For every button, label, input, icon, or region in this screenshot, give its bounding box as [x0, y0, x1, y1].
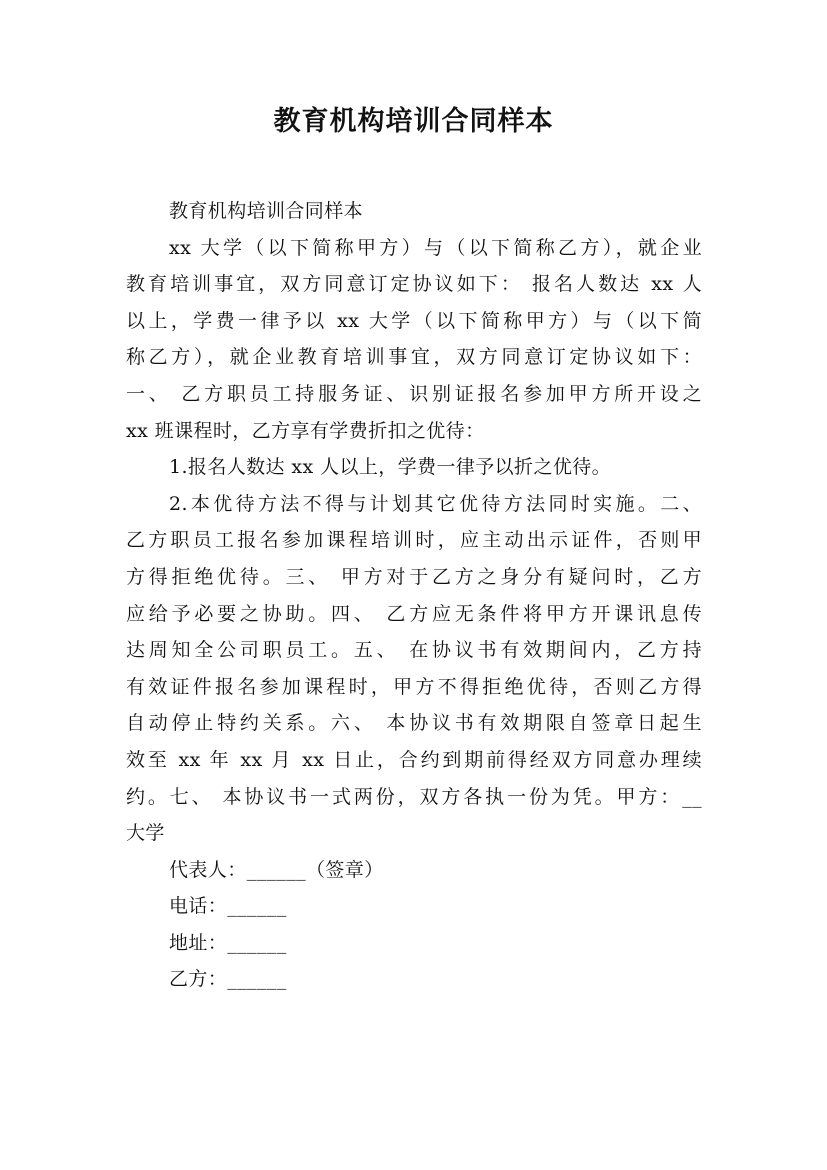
body-line: xx 大学（以下简称甲方）与（以下简称乙方），就企业	[169, 236, 702, 259]
body-line: 2.本优待方法不得与计划其它优待方法同时实施。二、	[169, 492, 702, 515]
signature-phone: 电话：______	[169, 895, 287, 918]
body-line: 乙方职员工报名参加课程培训时，应主动出示证件，否则甲	[126, 529, 702, 552]
document-title: 教育机构培训合同样本	[273, 106, 554, 137]
body-line: 1.报名人数达 xx 人以上，学费一律予以折之优待。	[169, 456, 612, 479]
body-line: 有效证件报名参加课程时，甲方不得拒绝优待，否则乙方得	[126, 675, 702, 698]
signature-address: 地址：______	[169, 931, 287, 954]
body-line: 教育机构培训合同样本	[169, 200, 364, 222]
body-line: 方得拒绝优待。三、 甲方对于乙方之身分有疑问时，乙方	[126, 565, 702, 588]
signature-party-b: 乙方：______	[169, 968, 287, 991]
body-line: 达周知全公司职员工。五、 在协议书有效期间内，乙方持	[126, 639, 702, 662]
body-line: 大学	[126, 822, 165, 845]
body-line: 应给予必要之协助。四、 乙方应无条件将甲方开课讯息传	[126, 602, 702, 625]
document-body	[126, 193, 702, 998]
body-line: 称乙方），就企业教育培训事宜，双方同意订定协议如下：	[126, 346, 702, 369]
signature-representative: 代表人：______（签章）	[169, 858, 384, 881]
body-line: xx 班课程时，乙方享有学费折扣之优待：	[126, 419, 485, 442]
body-line: 以上，学费一律予以 xx 大学（以下简称甲方）与（以下简	[126, 309, 702, 332]
body-line: 一、 乙方职员工持服务证、识别证报名参加甲方所开设之	[126, 382, 702, 405]
body-line: 自动停止特约关系。六、 本协议书有效期限自签章日起生	[126, 712, 702, 735]
body-line: 约。七、 本协议书一式两份，双方各执一份为凭。甲方：__	[126, 785, 702, 808]
body-line: 教育培训事宜，双方同意订定协议如下： 报名人数达 xx 人	[126, 273, 702, 296]
body-line: 效至 xx 年 xx 月 xx 日止，合约到期前得经双方同意办理续	[126, 748, 702, 771]
